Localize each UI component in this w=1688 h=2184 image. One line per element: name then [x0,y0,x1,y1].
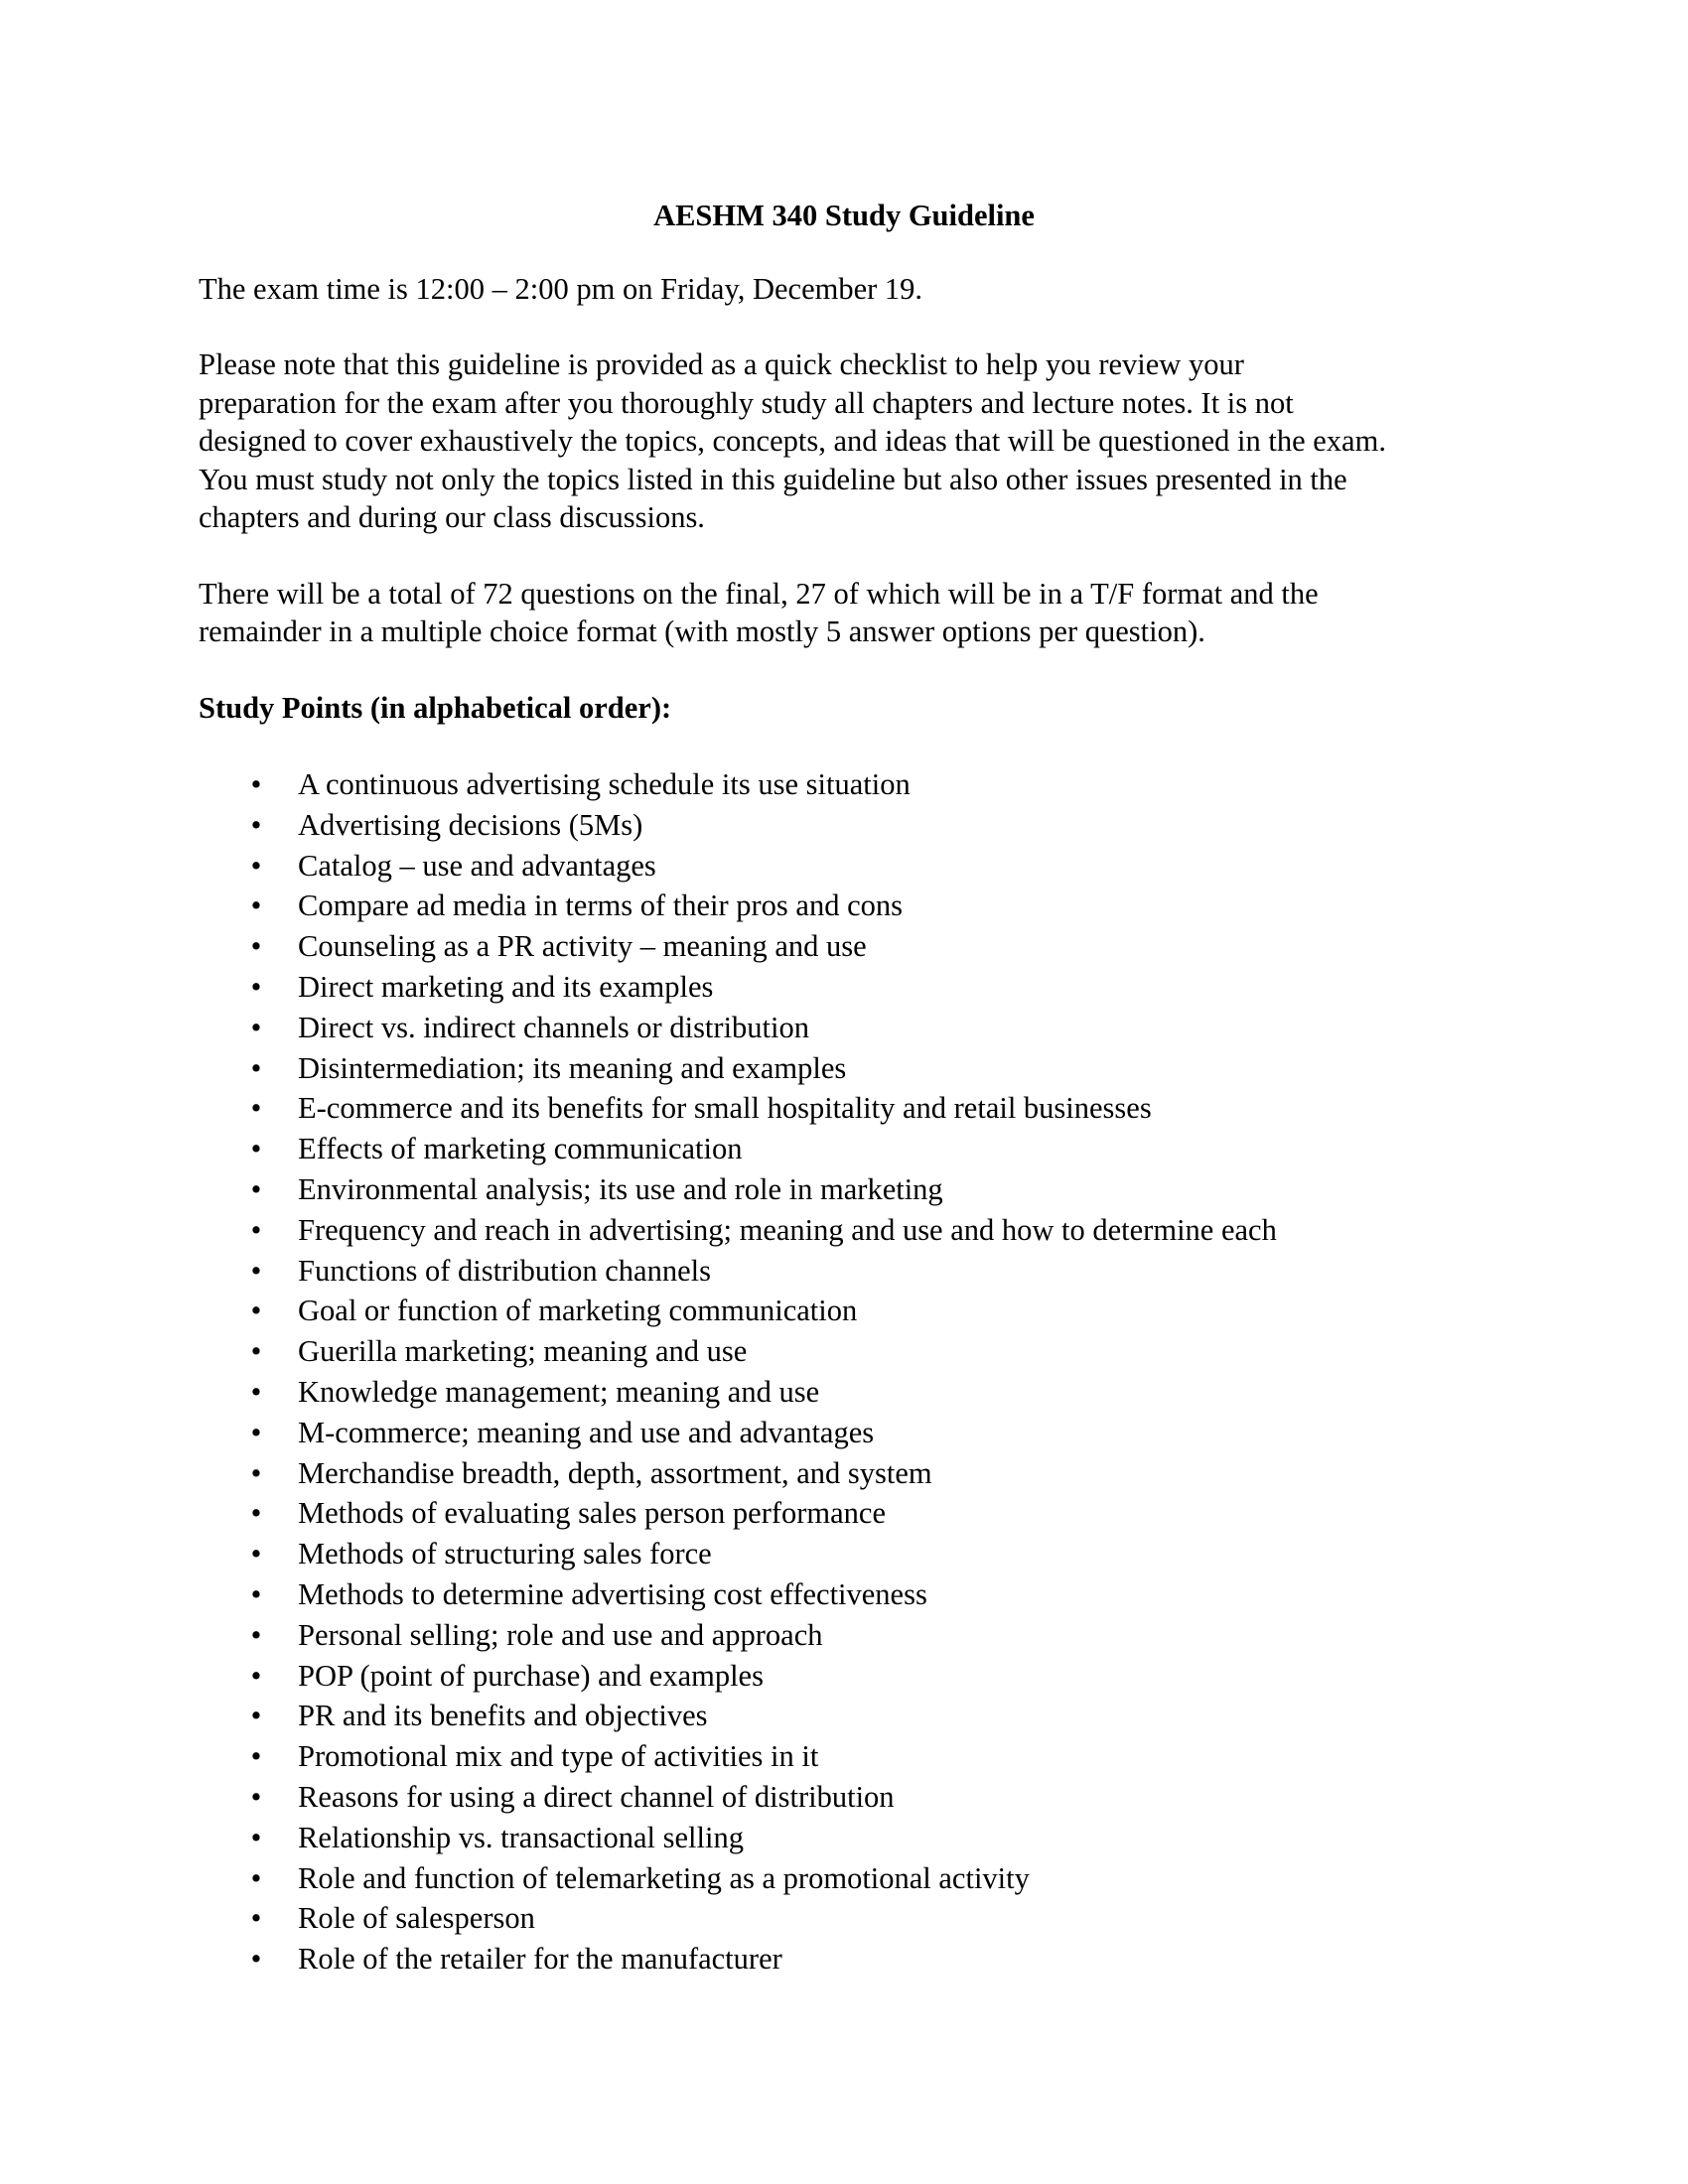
bullet-icon: • [250,1294,262,1328]
question-count-line: There will be a total of 72 questions on the final, 27 of which will be in a T/F format and the [199,576,1319,611]
document-body [199,197,1509,1979]
list-item [199,1898,1509,1939]
list-item [199,1777,1509,1818]
study-point-text: Reasons for using a direct channel of distribution [298,1779,895,1814]
list-item [199,1453,1509,1494]
list-item [199,1331,1509,1372]
note-line: designed to cover exhaustively the topics, concepts, and ideas that will be questioned in the exam. [199,424,1386,458]
list-item [199,1008,1509,1048]
study-point-text: Effects of marketing communication [298,1132,743,1166]
question-count-line: remainder in a multiple choice format (with mostly 5 answer options per question). [199,614,1205,648]
bullet-icon: • [250,1050,262,1085]
document-title: AESHM 340 Study Guideline [653,199,1035,232]
list-item [199,1129,1509,1169]
list-item [199,1656,1509,1697]
list-item [199,1858,1509,1899]
bullet-icon: • [250,1537,262,1571]
question-count-paragraph [199,575,1509,651]
study-point-text: Role of the retailer for the manufacturer [298,1942,782,1977]
study-point-text: Personal selling; role and use and approach [298,1617,823,1652]
list-item [199,1939,1509,1979]
bullet-icon: • [250,1942,262,1977]
bullet-icon: • [250,1212,262,1247]
bullet-icon: • [250,1860,262,1895]
list-item [199,1696,1509,1736]
bullet-icon: • [250,1617,262,1652]
study-points-list [199,764,1509,1979]
list-item [199,926,1509,967]
bullet-icon: • [250,1779,262,1814]
list-item [199,1291,1509,1331]
list-item [199,1493,1509,1534]
bullet-icon: • [250,807,262,842]
bullet-icon: • [250,1739,262,1774]
bullet-icon: • [250,969,262,1004]
bullet-icon: • [250,1455,262,1490]
exam-time-paragraph: The exam time is 12:00 – 2:00 pm on Friday, December 19. [199,271,923,306]
study-point-text: A continuous advertising schedule its use situation [298,767,911,801]
list-item [199,1048,1509,1089]
study-point-text: Direct marketing and its examples [298,969,714,1004]
list-item [199,1169,1509,1210]
list-item [199,805,1509,846]
bullet-icon: • [250,1374,262,1409]
bullet-icon: • [250,1658,262,1693]
study-point-text: Guerilla marketing; meaning and use [298,1334,748,1369]
bullet-icon: • [250,1415,262,1449]
study-point-text: POP (point of purchase) and examples [298,1658,764,1693]
list-item [199,1574,1509,1615]
bullet-icon: • [250,1091,262,1126]
study-point-text: E-commerce and its benefits for small hospitality and retail businesses [298,1091,1152,1126]
bullet-icon: • [250,1576,262,1611]
study-point-text: Goal or function of marketing communication [298,1294,858,1328]
note-line: You must study not only the topics listed in this guideline but also other issues presented in the [199,462,1347,496]
study-point-text: Merchandise breadth, depth, assortment, and system [298,1455,932,1490]
bullet-icon: • [250,1010,262,1044]
list-item [199,1534,1509,1574]
list-item [199,886,1509,926]
bullet-icon: • [250,1253,262,1288]
study-point-text: Role and function of telemarketing as a promotional activity [298,1860,1030,1895]
study-point-text: Catalog – use and advantages [298,848,656,883]
bullet-icon: • [250,1699,262,1733]
study-point-text: Role of salesperson [298,1901,535,1936]
list-item [199,1818,1509,1858]
note-line: chapters and during our class discussions. [199,500,705,534]
study-point-text: Functions of distribution channels [298,1253,711,1288]
bullet-icon: • [250,1132,262,1166]
study-point-text: Counseling as a PR activity – meaning and use [298,929,867,964]
list-item [199,846,1509,887]
study-point-text: Environmental analysis; its use and role in marketing [298,1171,943,1206]
bullet-icon: • [250,1496,262,1531]
list-item [199,1413,1509,1453]
study-point-text: Methods of structuring sales force [298,1537,712,1571]
note-paragraph [199,345,1509,537]
study-point-text: Advertising decisions (5Ms) [298,807,643,842]
study-point-text: Methods to determine advertising cost effectiveness [298,1576,927,1611]
study-point-text: M-commerce; meaning and use and advantages [298,1415,875,1449]
bullet-icon: • [250,767,262,801]
study-point-text: PR and its benefits and objectives [298,1699,708,1733]
bullet-icon: • [250,929,262,964]
list-item [199,1088,1509,1129]
bullet-icon: • [250,1334,262,1369]
list-item [199,1372,1509,1413]
study-point-text: Direct vs. indirect channels or distribution [298,1010,809,1044]
list-item [199,1736,1509,1777]
bullet-icon: • [250,848,262,883]
study-point-text: Compare ad media in terms of their pros and cons [298,888,903,923]
note-line: preparation for the exam after you thoroughly study all chapters and lecture notes. It is not [199,385,1294,420]
study-points-heading: Study Points (in alphabetical order): [199,690,672,725]
bullet-icon: • [250,1171,262,1206]
list-item [199,764,1509,805]
study-point-text: Methods of evaluating sales person performance [298,1496,887,1531]
bullet-icon: • [250,1820,262,1854]
bullet-icon: • [250,888,262,923]
list-item [199,967,1509,1008]
list-item [199,1615,1509,1656]
list-item [199,1251,1509,1292]
study-point-text: Relationship vs. transactional selling [298,1820,744,1854]
list-item [199,1210,1509,1251]
study-point-text: Promotional mix and type of activities in it [298,1739,819,1774]
study-point-text: Frequency and reach in advertising; meaning and use and how to determine each [298,1212,1277,1247]
bullet-icon: • [250,1901,262,1936]
note-line: Please note that this guideline is provided as a quick checklist to help you review your [199,347,1244,381]
study-point-text: Knowledge management; meaning and use [298,1374,820,1409]
study-point-text: Disintermediation; its meaning and examples [298,1050,847,1085]
